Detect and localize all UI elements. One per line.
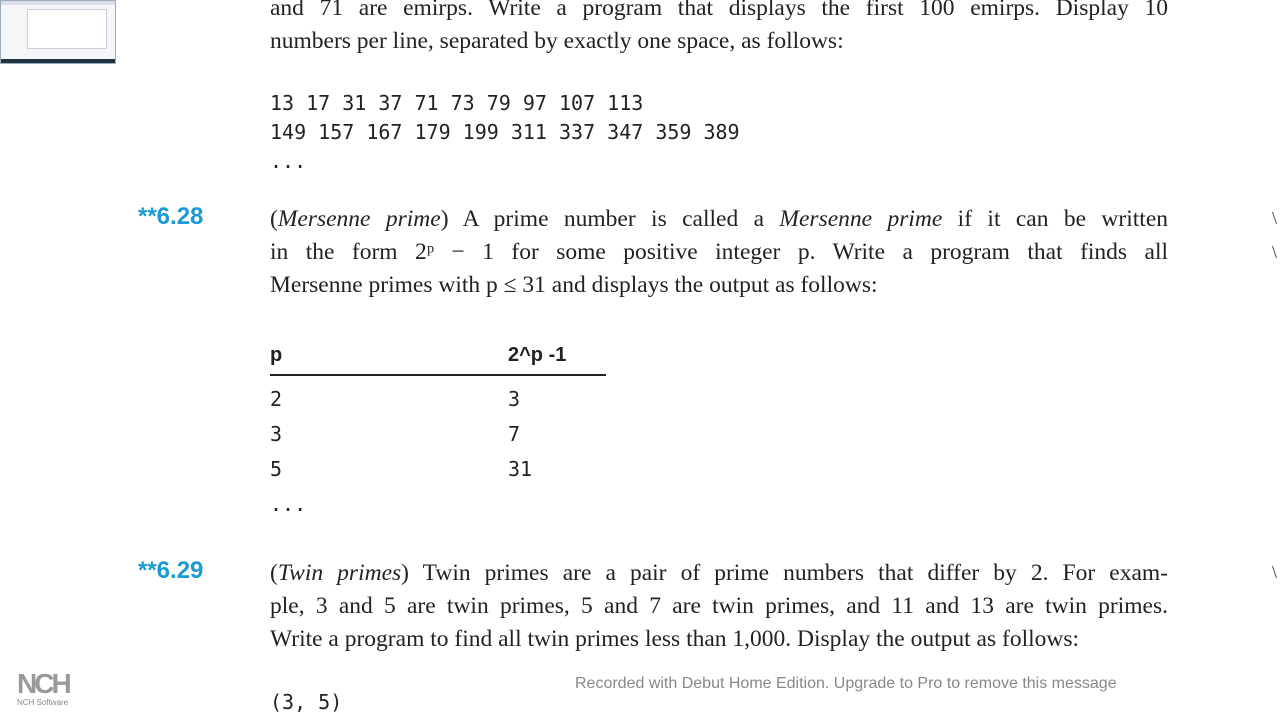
mersenne-table xyxy=(270,344,606,516)
cell: 5 xyxy=(270,457,283,481)
twin-output: (3, 5) xyxy=(270,690,343,714)
logo-mark: NCH xyxy=(17,668,69,699)
cell: 2 xyxy=(270,387,283,411)
column-header: p xyxy=(270,344,283,366)
table-row xyxy=(270,446,606,481)
cell: 3 xyxy=(508,387,521,411)
cell: 7 xyxy=(508,422,521,446)
column-header: 2^p -1 xyxy=(508,344,567,366)
emirp-output xyxy=(270,89,740,176)
text-line: ple, 3 and 5 are twin primes, 5 and 7 are twin primes, and 11 and 13 are twin primes. xyxy=(270,593,1168,619)
logo-caption: NCH Software xyxy=(17,698,69,707)
exercise-629-text: (Twin primes) Twin primes are a pair of prime numbers that differ by 2. For exam- ple, 3 and 5 are twin primes, 5 and 7 are twin primes, and 11 and 13 are twin primes. Write a program to find all twin primes less than 1,000. Display the output as follows: xyxy=(270,557,1168,656)
cell: 3 xyxy=(270,422,283,446)
exercise-title: Twin primes xyxy=(277,560,402,586)
text: ) A prime number is called a xyxy=(440,206,780,232)
exercise-title: Mersenne prime xyxy=(277,206,441,232)
screen-thumbnail xyxy=(0,0,116,64)
recording-watermark: Recorded with Debut Home Edition. Upgrade to Pro to remove this message xyxy=(575,675,1117,692)
intro-paragraph xyxy=(270,0,1168,58)
cell: ... xyxy=(270,492,307,516)
output-line: 13 17 31 37 71 73 79 97 107 113 xyxy=(270,91,644,115)
exercise-628-text: (Mersenne prime) A prime number is called a Mersenne prime if it can be written in the form 2ᵖ − 1 for some positive integer p. Write a program that finds all Mersenne primes with p ≤ 31 and displays the output as follows: xyxy=(270,203,1168,302)
table-header xyxy=(270,344,606,376)
text: ) Twin primes are a pair of prime numbers that differ by 2. For exam- xyxy=(401,560,1168,586)
clipped-text: \ xyxy=(1272,562,1278,582)
output-line: ... xyxy=(270,149,307,173)
table-row xyxy=(270,411,606,446)
term: Mersenne prime xyxy=(779,206,943,232)
clipped-text: \ xyxy=(1272,242,1278,262)
text-line: Mersenne primes with p ≤ 31 and displays the output as follows: xyxy=(270,272,878,298)
text-line: and 71 are emirps. Write a program that displays the first 100 emirps. Display 10 xyxy=(270,0,1168,21)
text-line: numbers per line, separated by exactly one space, as follows: xyxy=(270,28,844,54)
cell: 31 xyxy=(508,457,533,481)
text-line: in the form 2ᵖ − 1 for some positive integer p. Write a program that finds all xyxy=(270,239,1168,265)
table-row xyxy=(270,481,606,516)
text: if it can be written xyxy=(942,206,1168,232)
output-line: 149 157 167 179 199 311 337 347 359 389 xyxy=(270,120,740,144)
exercise-number: **6.28 xyxy=(138,203,204,230)
clipped-text: \ xyxy=(1272,208,1278,228)
exercise-number: **6.29 xyxy=(138,557,204,584)
text-line: Write a program to find all twin primes less than 1,000. Display the output as follows: xyxy=(270,626,1080,652)
table-row xyxy=(270,376,606,411)
nch-logo xyxy=(17,670,73,707)
